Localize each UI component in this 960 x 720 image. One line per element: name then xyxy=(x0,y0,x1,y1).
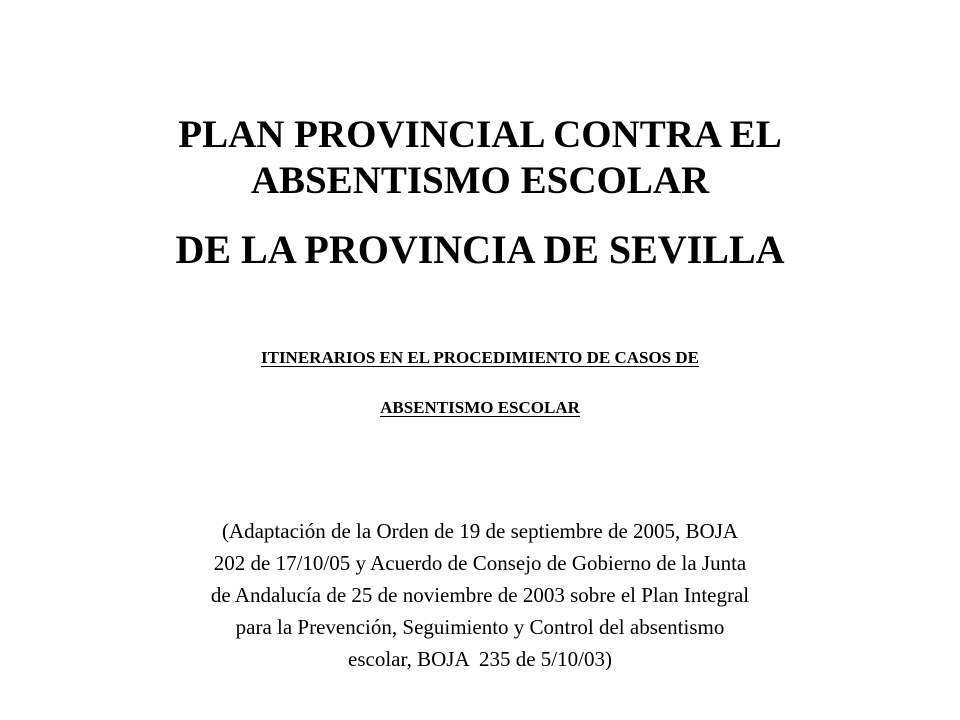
document-subtitle xyxy=(100,348,860,418)
note-line-5: escolar, BOJA 235 de 5/10/03) xyxy=(348,647,612,671)
document-title xyxy=(100,112,860,273)
title-line-3: DE LA PROVINCIA DE SEVILLA xyxy=(175,227,785,272)
note-line-2: 202 de 17/10/05 y Acuerdo de Consejo de Gobierno de la Junta xyxy=(213,551,747,575)
title-line-1: PLAN PROVINCIAL CONTRA EL xyxy=(178,113,782,156)
note-line-1: (Adaptación de la Orden de 19 de septiembre de 2005, BOJA xyxy=(221,519,739,543)
note-line-3: de Andalucía de 25 de noviembre de 2003 sobre el Plan Integral xyxy=(210,583,750,607)
subtitle-line-1: ITINERARIOS EN EL PROCEDIMIENTO DE CASOS DE xyxy=(260,348,699,367)
legal-reference-note xyxy=(130,515,830,675)
subtitle-line-2: ABSENTISMO ESCOLAR xyxy=(380,398,580,417)
title-line-2: ABSENTISMO ESCOLAR xyxy=(250,159,710,202)
note-line-4: para la Prevención, Seguimiento y Control del absentismo xyxy=(235,615,725,639)
